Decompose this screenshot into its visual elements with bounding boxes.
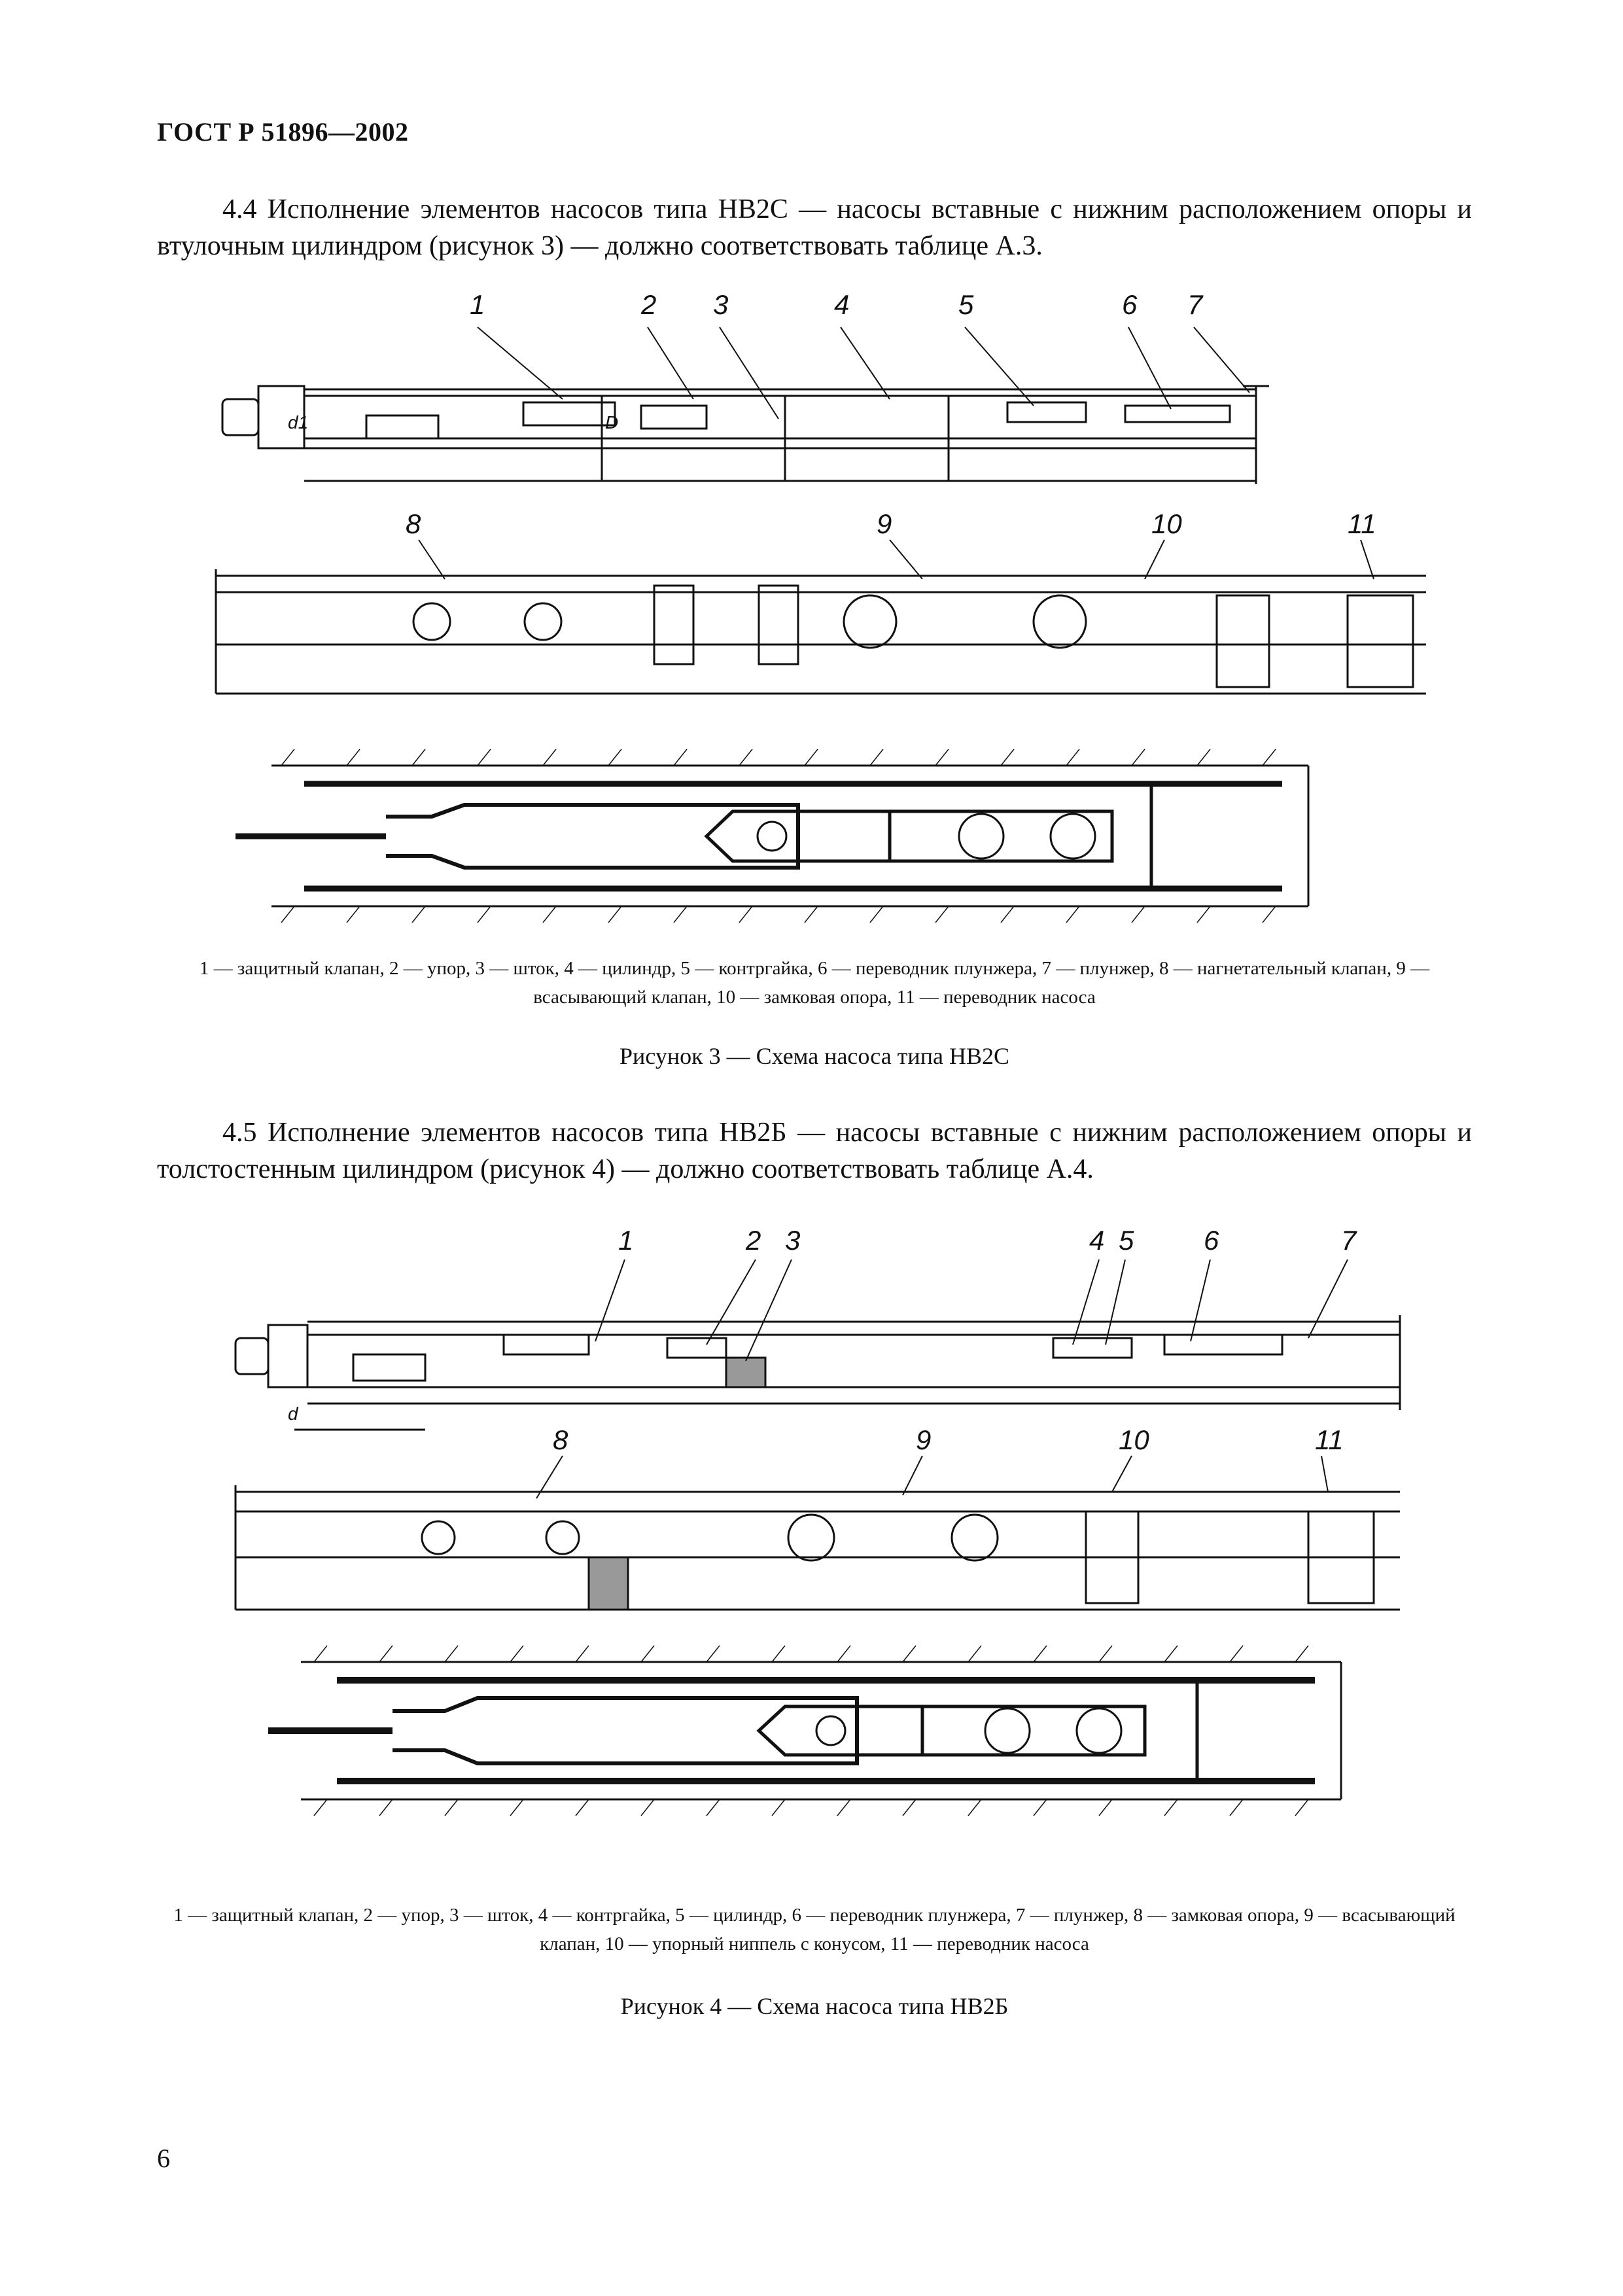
figure-4-lower-view — [236, 1485, 1400, 1610]
figure-4-callout-11: 11 — [1315, 1424, 1344, 1455]
figure-3-callout-5: 5 — [958, 289, 974, 320]
figure-4-callout-5: 5 — [1119, 1225, 1134, 1256]
figure-3-schematic — [236, 749, 1308, 923]
figure-3-callout-3: 3 — [713, 289, 729, 320]
figure-3-callout-1: 1 — [470, 289, 485, 320]
figure-4-caption: Рисунок 4 — Схема насоса типа НВ2Б — [620, 1993, 1009, 2019]
figure-3-callout-9: 9 — [877, 508, 892, 539]
figure-4-callout-2: 2 — [746, 1225, 761, 1256]
figure-3-lower-view — [216, 569, 1426, 694]
figure-3-callout-10: 10 — [1151, 508, 1182, 539]
figure-4-callout-10: 10 — [1119, 1424, 1149, 1455]
figure-4-upper-view — [236, 1315, 1400, 1430]
figure-3-callout-4: 4 — [834, 289, 850, 320]
paragraph-4-4: 4.4 Исполнение элементов насосов типа НВ2С — насосы вставные с нижним расположением опоры и втулочным цилиндром (рисунок 3) — должно соответствовать таблице А.3. — [157, 194, 1472, 261]
figure-3-callout-6: 6 — [1122, 289, 1138, 320]
figure-3-dim-D: D — [605, 412, 619, 433]
figure-3-legend: 1 — защитный клапан, 2 — упор, 3 — шток, 4 — цилиндр, 5 — контргайка, 6 — переводник плунжера, 7 — плунжер, 8 — нагнетательный клапан, 9 — всасывающий клапан, 10 — замковая опора, 11 — переводник насоса — [199, 958, 1430, 1008]
figure-4-callout-7: 7 — [1341, 1225, 1357, 1256]
figure-3-callout-2: 2 — [641, 289, 657, 320]
figure-4-callout-3: 3 — [785, 1225, 801, 1256]
figure-3-lower-leaders — [419, 540, 1374, 579]
figure-3-dim-d1: d1 — [288, 412, 309, 433]
paragraph-4-5: 4.5 Исполнение элементов насосов типа НВ2Б — насосы вставные с нижним расположением опоры и толстостенным цилиндром (рисунок 4) — должно соответствовать таблице А.4. — [157, 1118, 1472, 1184]
document-code-header: ГОСТ Р 51896—2002 — [157, 117, 409, 147]
figure-3-callout-numbers — [288, 289, 1376, 539]
figure-4-callout-8: 8 — [553, 1424, 568, 1455]
figure-3-callout-11: 11 — [1348, 508, 1376, 539]
figure-4-schematic — [268, 1646, 1341, 1816]
figure-3-callout-7: 7 — [1187, 289, 1203, 320]
figure-4-callout-9: 9 — [916, 1424, 932, 1455]
figure-3-callout-8: 8 — [406, 508, 421, 539]
figure-4-callout-6: 6 — [1204, 1225, 1219, 1256]
page-number: 6 — [157, 2144, 170, 2173]
figure-4-legend: 1 — защитный клапан, 2 — упор, 3 — шток, 4 — контргайка, 5 — цилиндр, 6 — переводник плунжера, 7 — плунжер, 8 — замковая опора, 9 — всасывающий клапан, 10 — упорный ниппель с конусом, 11 — переводник насоса — [173, 1905, 1456, 1954]
figure-4-callout-numbers — [288, 1225, 1357, 1455]
figure-4-callout-4: 4 — [1089, 1225, 1105, 1256]
figure-3-drawing — [196, 288, 1439, 1034]
figure-3-caption: Рисунок 3 — Схема насоса типа НВ2С — [620, 1043, 1009, 1069]
figure-3-upper-view — [222, 386, 1269, 484]
figure-4-dim-d: d — [288, 1404, 298, 1424]
figure-4-callout-1: 1 — [618, 1225, 634, 1256]
figure-4-upper-leaders — [595, 1260, 1348, 1361]
figure-4-drawing — [196, 1225, 1439, 1884]
